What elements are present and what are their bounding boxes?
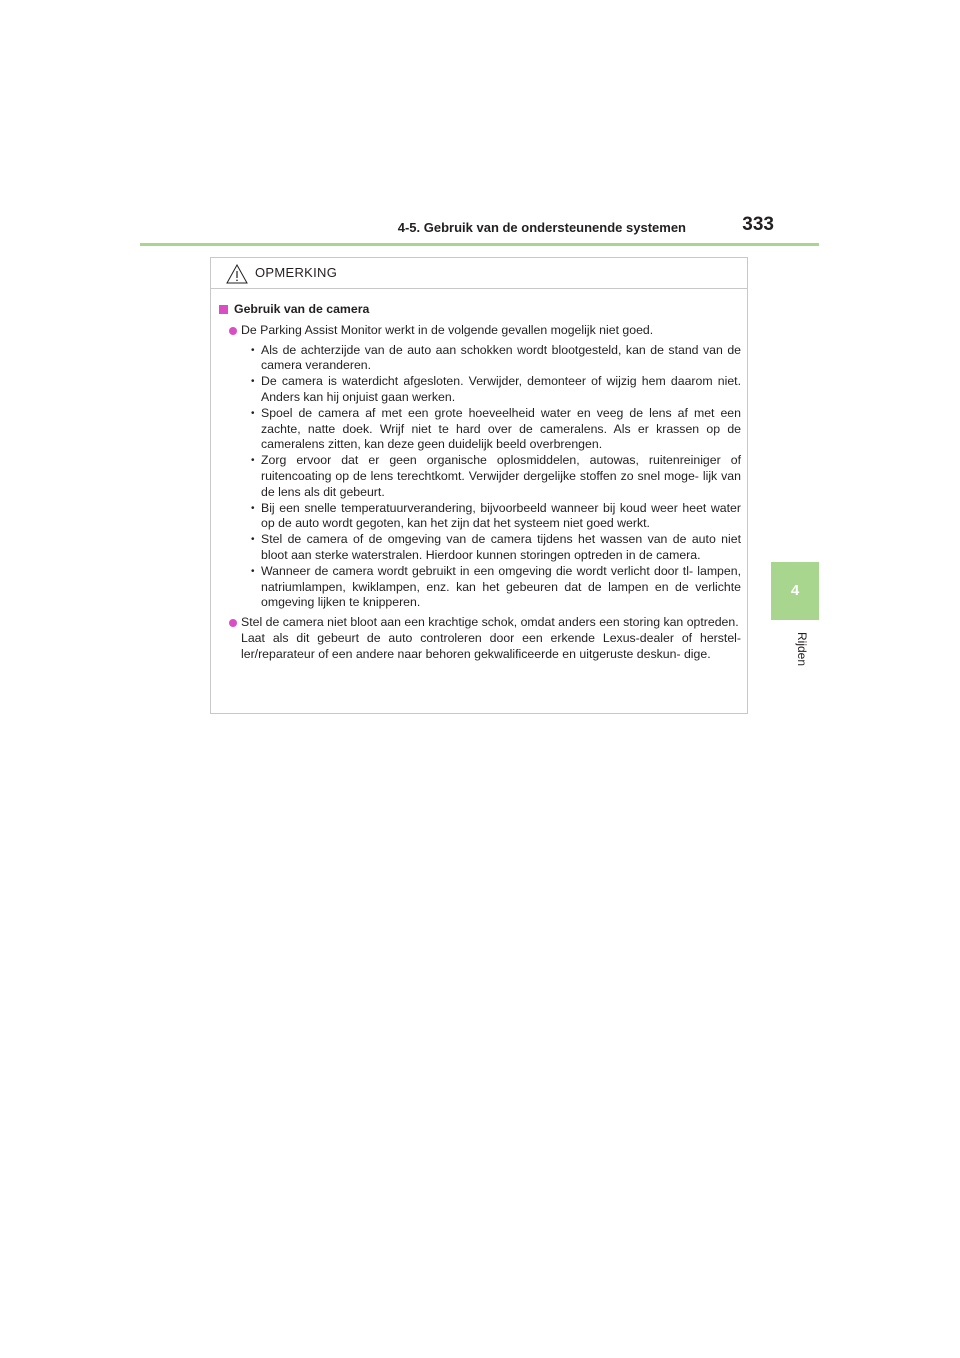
sub-item: • De camera is waterdicht afgesloten. Verwijder, demonteer of wijzig hem daarom niet. Anders kan hij onjuist gaan werken. — [251, 374, 741, 406]
notice-box — [210, 257, 748, 714]
circle-bullet-icon — [229, 619, 237, 627]
section-heading-text: Gebruik van de camera — [234, 302, 370, 316]
bullet-item — [229, 615, 741, 662]
page-number: 333 — [742, 214, 774, 235]
warning-triangle-icon — [226, 264, 248, 284]
chapter-label: Rijden — [795, 632, 809, 667]
bullet-paragraph: Laat als dit gebeurt de auto controleren door een erkende Lexus-dealer of herstel- ler/reparateur of een andere naar behoren gekwalificeerde en uitgeruste deskun- dige. — [241, 630, 741, 661]
bullet-text: De Parking Assist Monitor werkt in de volgende gevallen mogelijk niet goed. — [241, 322, 654, 337]
sub-list — [251, 343, 741, 612]
bullet-text — [241, 615, 741, 662]
header-rule — [140, 243, 819, 246]
sub-item: • Bij een snelle temperatuurverandering, bijvoorbeeld wanneer bij koud weer heet water op de auto wordt gegoten, kan het zijn dat het systeem niet goed werkt. — [251, 501, 741, 533]
section-heading — [219, 302, 741, 318]
sub-item: • Zorg ervoor dat er geen organische oplosmiddelen, autowas, ruitenreiniger of ruitencoating op de lens terechtkomt. Verwijder dergelijke stoffen zo snel moge- lijk van de lens als dit gebeurt. — [251, 453, 741, 500]
bullet-paragraph: Stel de camera niet bloot aan een krachtige schok, omdat anders een storing kan optreden. — [241, 615, 739, 630]
notice-title: OPMERKING — [255, 265, 338, 280]
square-bullet-icon — [219, 305, 228, 314]
sub-item: • Als de achterzijde van de auto aan schokken wordt blootgesteld, kan de stand van de camera veranderen. — [251, 343, 741, 375]
circle-bullet-icon — [229, 327, 237, 335]
chapter-tab — [771, 562, 819, 620]
bullet-item — [229, 323, 741, 339]
section-title: 4-5. Gebruik van de ondersteunende systemen — [397, 220, 686, 235]
notice-header — [211, 258, 747, 289]
notice-body — [211, 289, 747, 663]
chapter-number: 4 — [790, 582, 800, 599]
sub-item: • Spoel de camera af met een grote hoeveelheid water en veeg de lens af met een zachte, natte doek. Wrijf niet te hard over de cameralens. Als er krassen op de cameralens zitten, kan deze geen duidelijk beeld overbrengen. — [251, 406, 741, 453]
sub-item: • Wanneer de camera wordt gebruikt in een omgeving die wordt verlicht door tl- lampen, natriumlampen, kwiklampen, enz. kan het gebeuren dat de lampen en de verlichte omgeving lijken te knipperen. — [251, 564, 741, 611]
sub-item: • Stel de camera of de omgeving van de camera tijdens het wassen van de auto niet bloot aan sterke waterstralen. Hierdoor kunnen storingen optreden in de camera. — [251, 532, 741, 564]
